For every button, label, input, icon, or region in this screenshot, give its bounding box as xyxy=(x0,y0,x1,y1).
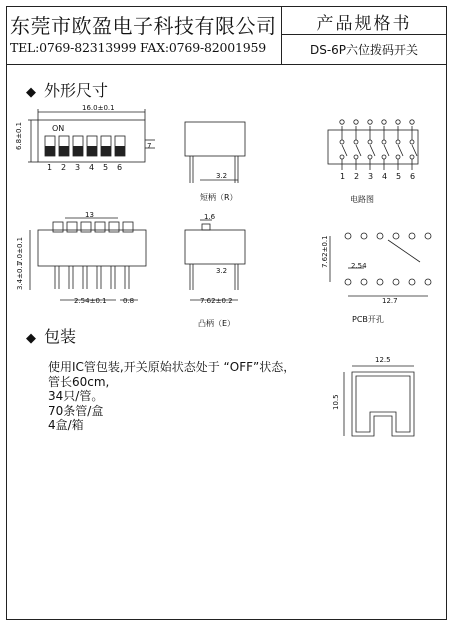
company-name: 东莞市欧盈电子科技有限公司 xyxy=(10,14,277,38)
short-handle-label: 短柄（R） xyxy=(200,193,238,202)
raised-side-view-drawing xyxy=(185,220,245,300)
document-title: 产品规格书 xyxy=(316,14,412,34)
contact-info: TEL:0769-82313999 FAX:0769-82001959 xyxy=(10,40,266,55)
raised-width-dimension: 7.62±0.2 xyxy=(200,297,233,305)
raised-handle-label: 凸柄（E） xyxy=(198,319,236,328)
packing-line: 34只/管。 xyxy=(48,389,104,403)
left-dimension-lower: 3.4±0.1 xyxy=(16,261,24,290)
circuit-diagram xyxy=(328,126,418,170)
ic-tube-drawing xyxy=(344,366,414,436)
circuit-diagram-label: 电路图 xyxy=(350,195,374,204)
tube-width-dimension: 12.5 xyxy=(375,356,391,364)
packing-line: 4盒/箱 xyxy=(48,418,84,432)
raised-top-dimension: 1.6 xyxy=(204,213,216,221)
diamond-bullet-icon: ◆ xyxy=(26,331,36,346)
circuit-number-6: 6 xyxy=(410,172,416,181)
packing-line: 70条管/盒 xyxy=(48,403,104,418)
circuit-number-3: 3 xyxy=(368,172,374,181)
packing-line: 管长60cm, xyxy=(48,374,110,389)
switch-number-6: 6 xyxy=(117,163,123,172)
on-label: ON xyxy=(52,124,65,133)
circuit-number-2: 2 xyxy=(354,172,360,181)
switch-number-1: 1 xyxy=(47,163,53,172)
switch-number-3: 3 xyxy=(75,163,81,172)
circuit-number-5: 5 xyxy=(396,172,402,181)
pcb-pitch-dimension: 2.54 xyxy=(351,262,367,270)
packing-line: 使用IC管包装,开关原始状态处于 “OFF”状态， xyxy=(48,360,296,374)
switch-number-4: 4 xyxy=(89,163,95,172)
short-lead-dimension: 3.2 xyxy=(216,172,228,180)
tube-height-dimension: 10.5 xyxy=(332,394,340,410)
left-dimension-upper: 7.0±0.1 xyxy=(16,236,24,265)
switch-number-5: 5 xyxy=(103,163,109,172)
side-view-short-drawing xyxy=(185,122,245,183)
width-dimension: 16.0±0.1 xyxy=(82,104,115,112)
pcb-hole-label: PCB开孔 xyxy=(352,315,384,324)
raised-front-view-drawing xyxy=(30,218,146,300)
top-dimension: 13 xyxy=(85,211,94,219)
pcb-row-spacing-dimension: 7.62±0.1 xyxy=(321,235,329,268)
pitch-dimension: 2.54±0.1 xyxy=(74,297,107,305)
switch-number-2: 2 xyxy=(61,163,67,172)
circuit-number-1: 1 xyxy=(340,172,346,181)
diamond-bullet-icon: ◆ xyxy=(26,85,36,100)
pcb-length-dimension: 12.7 xyxy=(382,297,398,305)
section-packing-label: 包装 xyxy=(44,327,77,346)
packing-description xyxy=(48,360,295,433)
circuit-number-4: 4 xyxy=(382,172,388,181)
raised-lead-dimension: 3.2 xyxy=(216,267,228,275)
end-dimension: 0.8 xyxy=(123,297,135,305)
section-dimensions-label: 外形尺寸 xyxy=(44,81,109,100)
height-dimension: 6.8±0.1 xyxy=(15,121,23,150)
side-dimension: 7 xyxy=(147,142,152,150)
product-model: DS-6P六位拨码开关 xyxy=(309,43,419,57)
pcb-hole-pattern xyxy=(330,233,431,296)
